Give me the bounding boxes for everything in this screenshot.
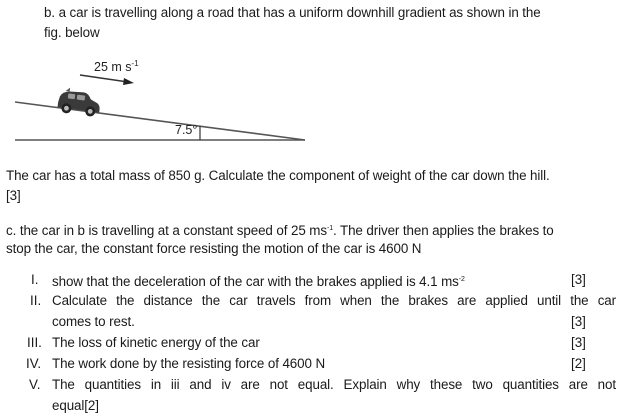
sub-question-text-cont: equal[2] <box>52 398 99 413</box>
sub-question-text: The loss of kinetic energy of the car <box>52 335 260 350</box>
sub-question-number: I. <box>31 272 39 287</box>
marks-label: [2] <box>571 356 586 371</box>
part-c-line-1: c. the car in b is travelling at a constant speed of 25 $ms^{-1}$. The driver then applies the brakes to <box>6 223 554 238</box>
sub-question-number: V. <box>29 377 41 392</box>
sub-question-text: Calculate the distance the car travels from when the brakes are applied until the car <box>52 293 616 308</box>
angle-label: 7.5° <box>175 123 198 137</box>
sub-question-text: The work done by the resisting force of 4600 N <box>52 356 326 371</box>
marks-label: [3] <box>571 314 586 329</box>
sub-question-number: II. <box>30 293 42 308</box>
sub-question-number: IV. <box>26 356 42 371</box>
sub-question-number: III. <box>27 335 42 350</box>
velocity-arrow <box>80 75 134 85</box>
marks-label: [3] <box>571 272 586 287</box>
sub-question-text-cont: comes to rest. <box>52 314 135 329</box>
sub-question-text: The quantities in iii and iv are not equal. Explain why these two quantities are not <box>52 377 616 392</box>
speed-label: 25 m $s^{-1}$ <box>94 59 139 74</box>
question-b-text: The car has a total mass of 850 g. Calculate the component of weight of the car down the hill. <box>6 168 550 183</box>
part-b-line-1: b. a car is travelling along a road that has a uniform downhill gradient as shown in the <box>44 5 541 20</box>
marks-label: [3] <box>571 335 586 350</box>
part-c-line-2: stop the car, the constant force resisting the motion of the car is 4600 N <box>6 241 422 256</box>
incline-figure <box>0 50 320 160</box>
part-b-line-2: fig. below <box>44 25 100 40</box>
question-b-marks: [3] <box>6 188 21 203</box>
sub-question-text: show that the deceleration of the car with the brakes applied is 4.1 $ms^{-2}$ <box>52 274 465 289</box>
slope-line <box>15 102 305 140</box>
